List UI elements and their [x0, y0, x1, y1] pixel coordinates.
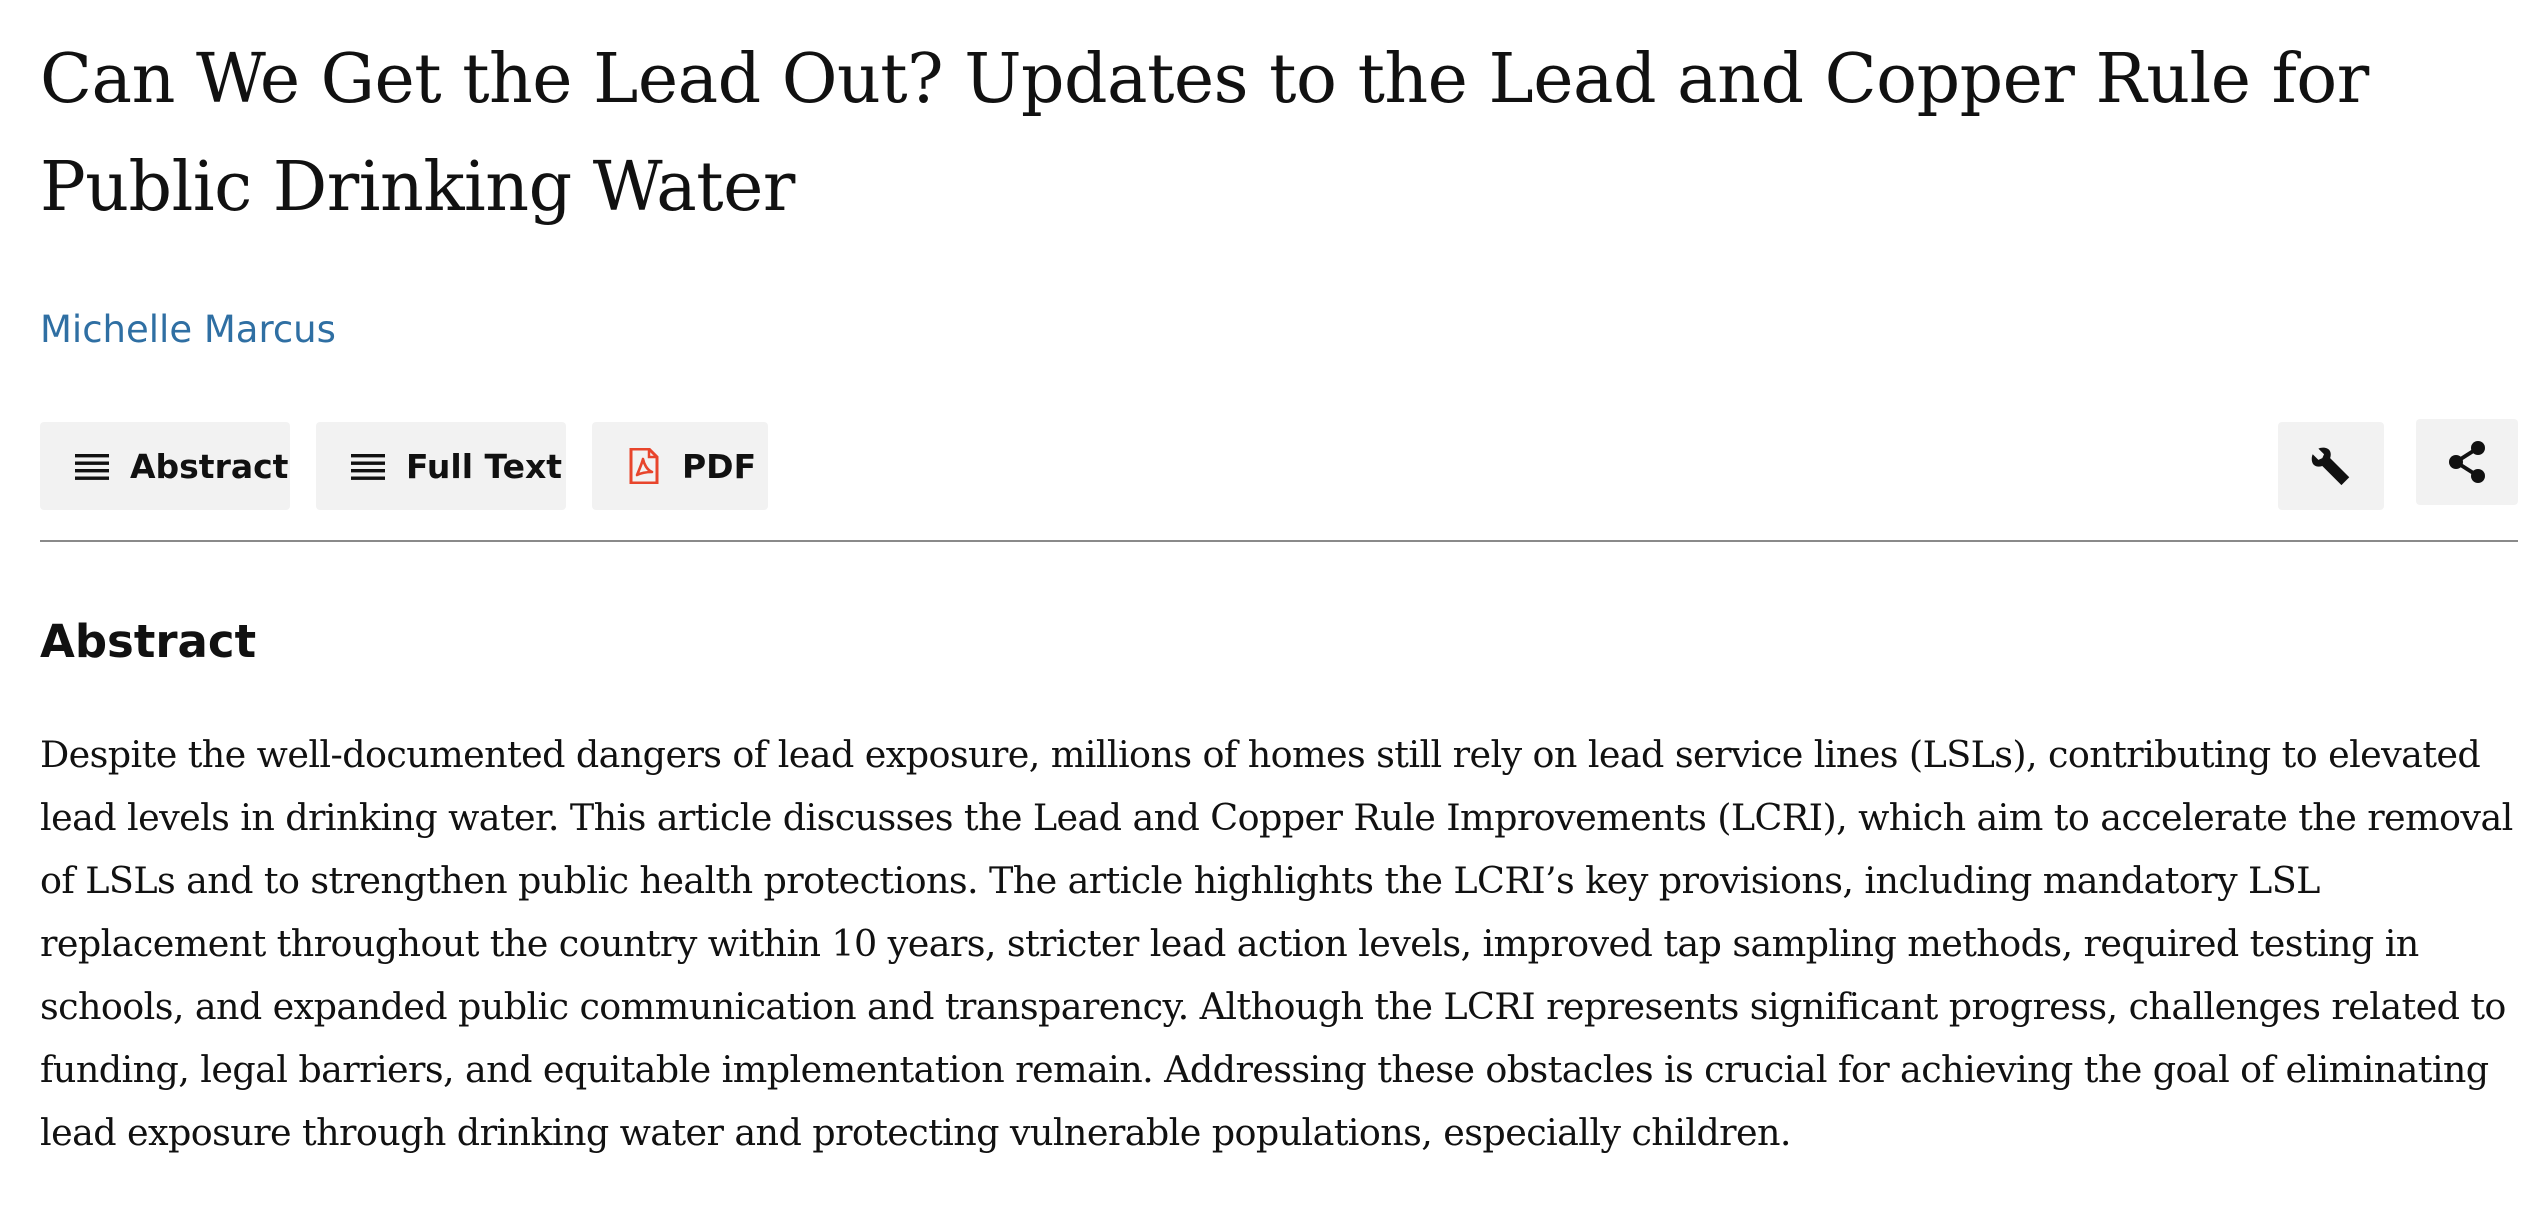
- article-title: Can We Get the Lead Out? Updates to the Lead and Copper Rule for Public Drinking Water: [40, 40, 2369, 227]
- tools-button[interactable]: [2278, 422, 2384, 510]
- abstract-text: Despite the well-documented dangers of lead exposure, millions of homes still rely on lead service lines (LSLs), contributing to elevated lead levels in drinking water. This article discusses the Lead and Copper Rule Improvements (LCRI), which aim to accelerate the removal of LSLs and to strengthen public health protections. The article highlights the LCRI’s key provisions, including mandatory LSL replacement throughout the country within 10 years, stricter lead action levels, improved tap sampling methods, required testing in schools, and expanded public communication and transparency. Although the LCRI represents significant progress, challenges related to funding, legal barriers, and equitable implementation remain. Addressing these obstacles is crucial for achieving the goal of eliminating lead exposure through drinking water and protecting vulnerable populations, especially children.: [40, 733, 2513, 1154]
- abstract-heading: Abstract: [40, 615, 257, 668]
- full-text-button[interactable]: [316, 422, 566, 510]
- article-toolbar: [40, 422, 2518, 512]
- pdf-button[interactable]: [592, 422, 768, 510]
- share-button[interactable]: [2416, 419, 2518, 505]
- toolbar-divider: [40, 540, 2518, 542]
- author-link[interactable]: Michelle Marcus: [40, 308, 336, 351]
- full-text-button-label: Full Text: [406, 446, 563, 486]
- list-icon: [72, 446, 112, 486]
- abstract-button-label: Abstract: [130, 446, 289, 486]
- pdf-button-label: PDF: [682, 446, 757, 486]
- list-icon: [348, 446, 388, 486]
- abstract-button[interactable]: [40, 422, 290, 510]
- wrench-icon: [2311, 446, 2351, 486]
- pdf-icon: [624, 446, 664, 486]
- share-icon: [2447, 442, 2487, 482]
- article-page: [40, 0, 2518, 1154]
